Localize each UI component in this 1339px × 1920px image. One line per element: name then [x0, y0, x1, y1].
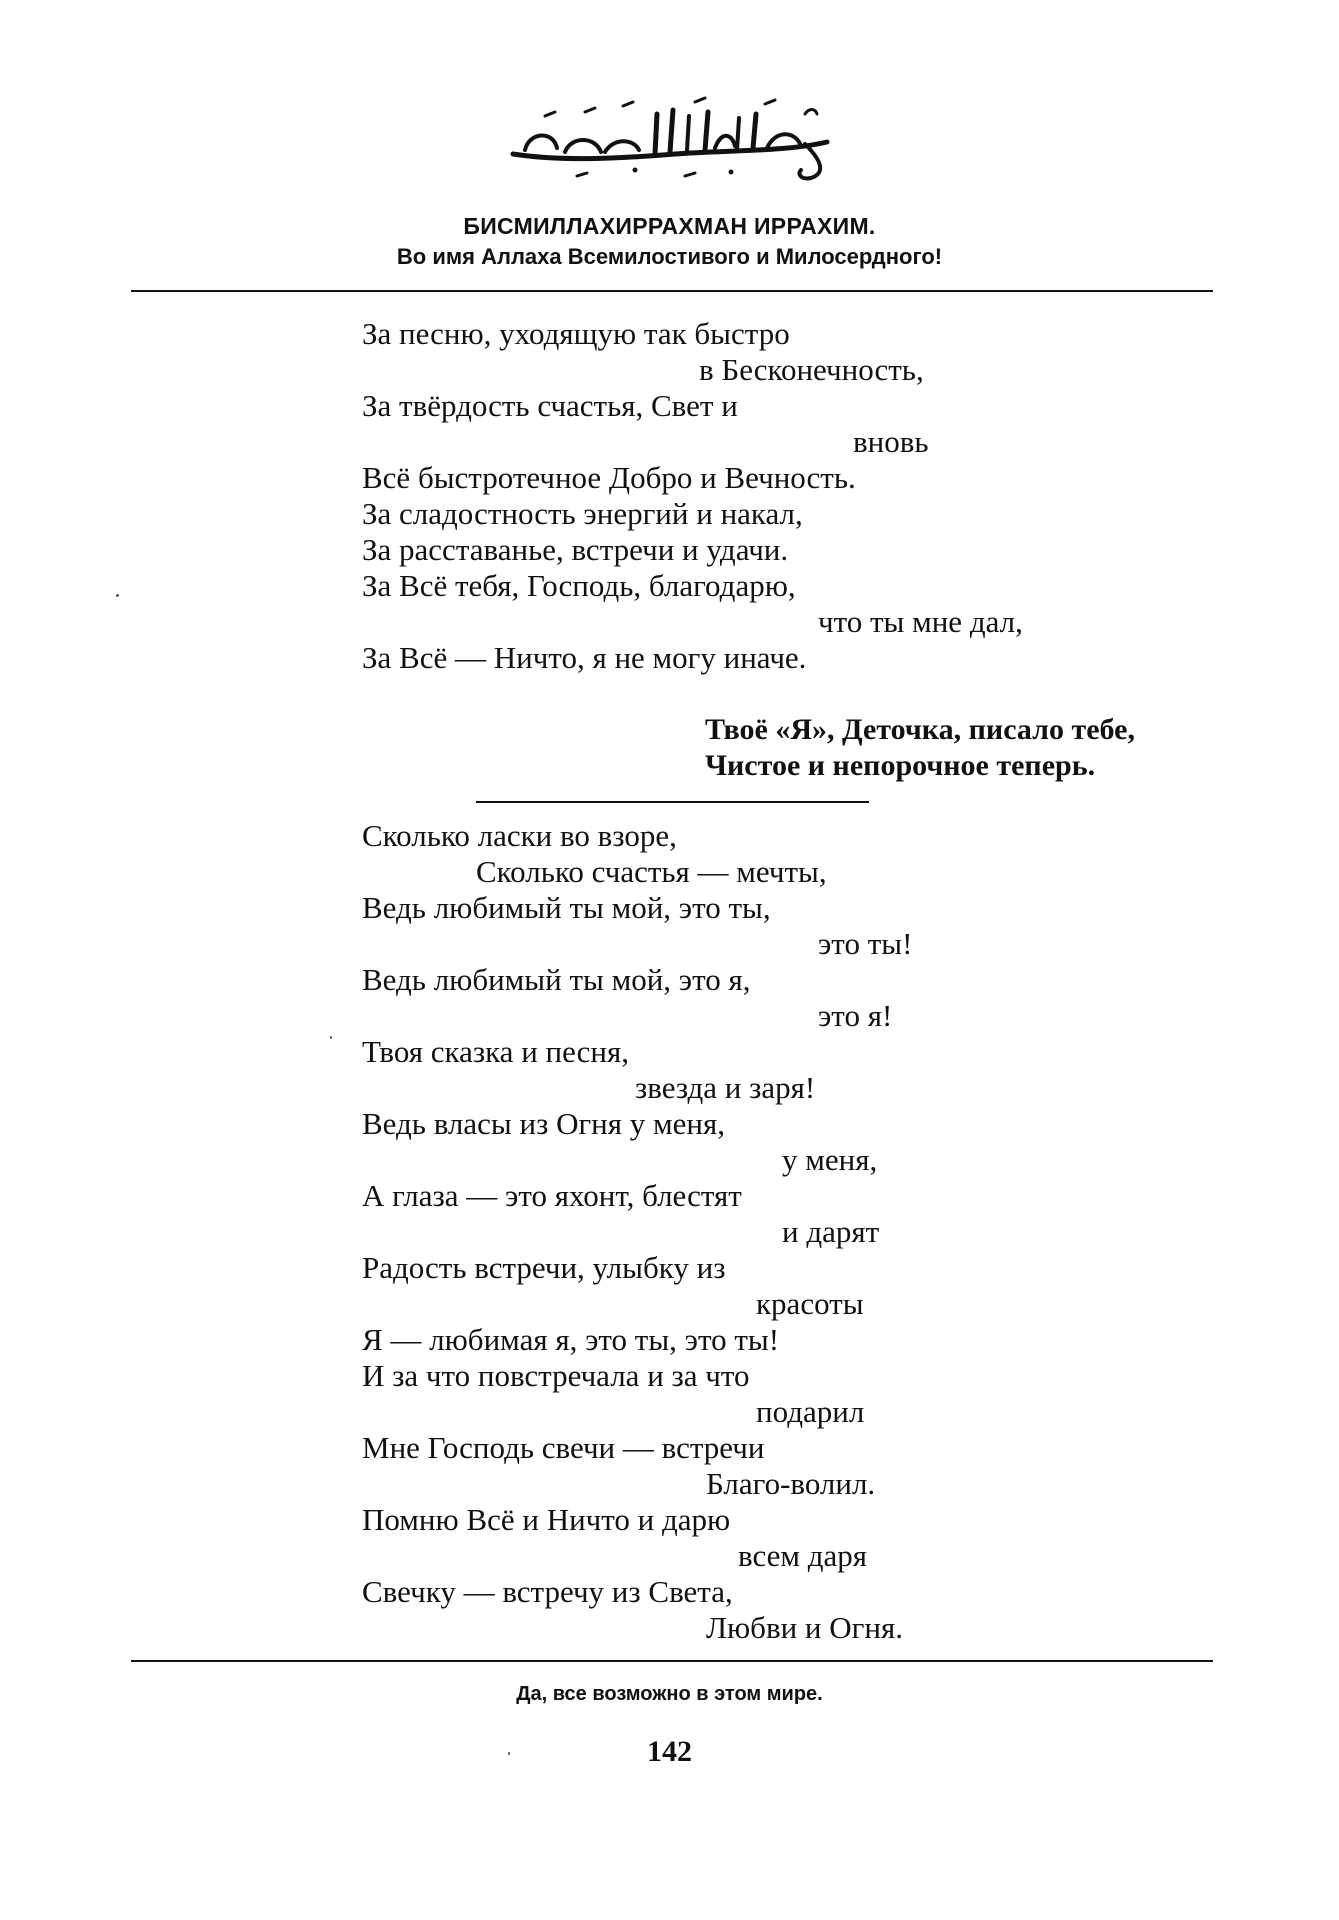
page-number: 142 — [647, 1735, 692, 1768]
poem2-line: всем даря — [738, 1538, 868, 1573]
poem2-line: подарил — [756, 1394, 865, 1429]
scan-speck — [330, 1036, 332, 1039]
scan-speck — [116, 594, 119, 597]
poem2-line: Я — любимая я, это ты, это ты! — [362, 1322, 780, 1357]
poem2-line: Ведь любимый ты мой, это я, — [362, 962, 751, 997]
poem2-line: Сколько счастья — мечты, — [476, 854, 827, 889]
poem2-line: Сколько ласки во взоре, — [362, 818, 677, 853]
top-divider — [131, 290, 1213, 292]
poem2-line: Твоя сказка и песня, — [362, 1034, 630, 1069]
poem2-line: Благо-волил. — [706, 1466, 876, 1501]
poem2-line: это я! — [818, 998, 893, 1033]
poem2-line: и дарят — [782, 1214, 880, 1249]
poem2-line: Свечку — встречу из Света, — [362, 1574, 733, 1609]
poem2-line: Ведь любимый ты мой, это ты, — [362, 890, 771, 925]
poem1-line: За твёрдость счастья, Свет и — [362, 388, 738, 423]
bottom-divider — [131, 1660, 1213, 1662]
poem2-line: Любви и Огня. — [706, 1610, 903, 1645]
poem2-line: звезда и заря! — [635, 1070, 816, 1105]
section-divider — [476, 801, 869, 803]
dedication-line: Чистое и непорочное теперь. — [705, 749, 1096, 782]
poem2-line: Ведь власы из Огня у меня, — [362, 1106, 725, 1141]
bismillah-calligraphy-image — [505, 92, 840, 184]
poem2-line: Мне Господь свечи — встречи — [362, 1430, 765, 1465]
poem2-line: И за что повстречала и за что — [362, 1358, 750, 1393]
scan-speck — [508, 1752, 510, 1755]
header-title: БИСМИЛЛАХИРРАХМАН ИРРАХИМ. — [463, 213, 876, 239]
poem1-line: Всё быстротечное Добро и Вечность. — [362, 460, 856, 495]
poem1-line: За песню, уходящую так быстро — [362, 316, 790, 351]
poem1-line: что ты мне дал, — [818, 604, 1023, 639]
dedication-line: Твоё «Я», Деточка, писало тебе, — [705, 713, 1135, 746]
poem2-line: Помню Всё и Ничто и дарю — [362, 1502, 731, 1537]
poem2-line: красоты — [756, 1286, 864, 1321]
poem1-line: За Всё — Ничто, я не могу иначе. — [362, 640, 807, 675]
poem1-line: За расставанье, встречи и удачи. — [362, 532, 789, 567]
footer-text: Да, все возможно в этом мире. — [516, 1683, 823, 1705]
poem2-line: Радость встречи, улыбку из — [362, 1250, 726, 1285]
poem2-line: это ты! — [818, 926, 913, 961]
poem1-line: За сладостность энергий и накал, — [362, 496, 803, 531]
poem1-line: вновь — [853, 424, 929, 459]
poem1-line: За Всё тебя, Господь, благодарю, — [362, 568, 796, 603]
poem2-line: А глаза — это яхонт, блестят — [362, 1178, 742, 1213]
header-subtitle: Во имя Аллаха Всемилостивого и Милосердного! — [396, 244, 943, 269]
poem1-line: в Бесконечность, — [699, 352, 924, 387]
poem2-line: у меня, — [782, 1142, 878, 1177]
